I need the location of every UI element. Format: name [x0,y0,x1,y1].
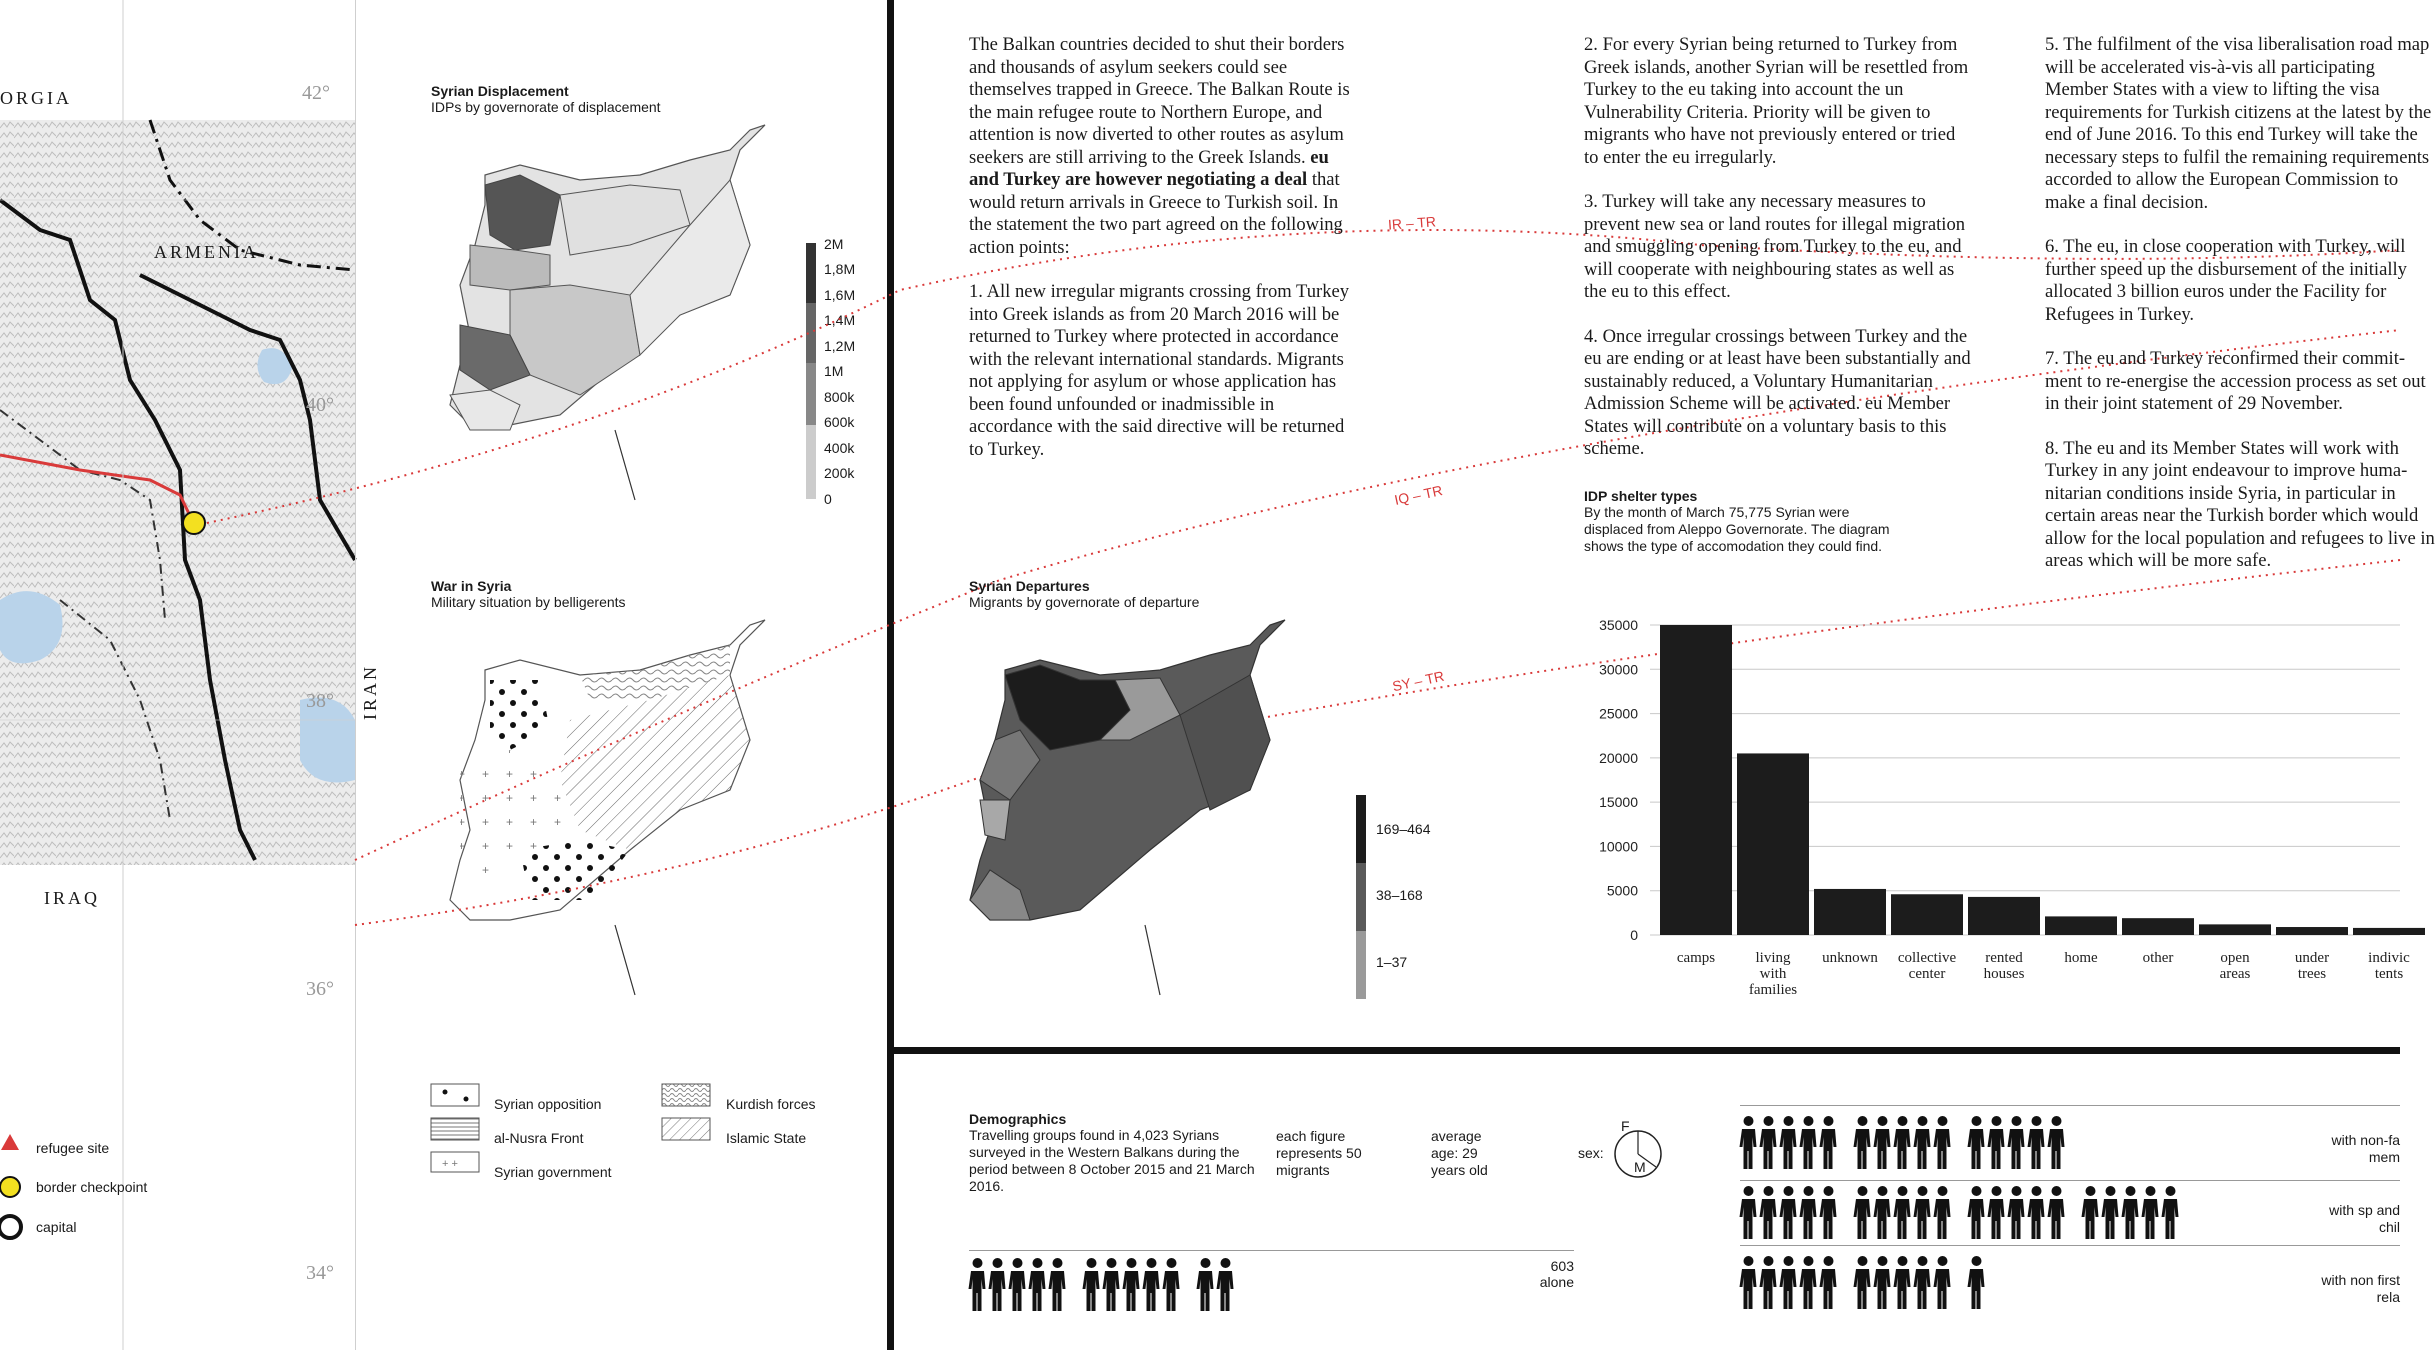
chart-x-label: home [2064,950,2098,966]
article-intro-rest: that would return arrivals in Greece to Turkish soil. In the statement the two part agreed on the following action points: [969,169,1343,258]
person-icon [1914,1185,1931,1241]
demographics-sex-label: sex: [1578,1145,1604,1161]
displacement-map-subtitle: IDPs by governorate of displacement [431,99,661,115]
person-icon [2028,1185,2045,1241]
latitude-34: 34° [306,1262,334,1284]
article-point-2: 2. For every Syrian being returned to Turkey from Greek islands, another Syrian will be resettled from Turkey to the eu taking into account the un Vulnerability Criteria. Priority will be given to migrants who have not previously entered or tried to enter the eu irregularly. [1584,34,1969,168]
person-icon [1820,1185,1837,1241]
person-icon [1197,1257,1214,1313]
war-map-title: War in Syria [431,578,512,594]
route-label-sy-tr: SY – TR [1390,667,1446,695]
chart-x-label: houses [1983,966,2025,982]
chart-bar [1891,894,1963,935]
displacement-scale-label: 2M [824,236,844,252]
person-icon [1029,1257,1046,1313]
chart-bar [2045,916,2117,935]
person-icon [1914,1255,1931,1311]
chart-bar [1814,889,1886,935]
person-icon [1740,1185,1757,1241]
chart-y-tick: 30000 [1599,661,1638,678]
shelter-chart-svg [1565,615,2410,1015]
legend-syrian-government: Syrian government [494,1164,612,1180]
chart-y-tick: 10000 [1599,838,1638,855]
alone-label: alone [1539,1274,1574,1290]
chart-x-label: living [1755,950,1791,966]
chart-x-label: other [2142,950,2174,966]
chart-x-label: center [1908,966,1946,982]
chart-y-tick: 5000 [1606,882,1638,899]
chart-bar [2199,924,2271,935]
sex-male-label: M [1634,1159,1646,1175]
person-icon [2162,1185,2179,1241]
departures-scale-low: 1–37 [1376,954,1408,970]
person-icon [1854,1255,1871,1311]
svg-text:+ +: + + [442,1158,458,1170]
chart-x-label: camps [1676,950,1716,966]
article-column-3 [2045,34,2435,594]
departures-scale-mid: 38–168 [1376,887,1423,903]
person-icon [1894,1255,1911,1311]
departures-map-title: Syrian Departures [969,578,1090,594]
article-point-7: 7. The eu and Turkey reconfirmed their commitment to re-energise the accession process as set out in their joint statement of 29 November. [2045,348,2426,414]
person-icon [1740,1255,1757,1311]
person-icon [1760,1185,1777,1241]
displacement-map-title: Syrian Displacement [431,83,569,99]
demographics-rule-alone [969,1250,1574,1251]
person-icon [1934,1185,1951,1241]
chart-x-label: rented [1985,950,2023,966]
group-figures-row [1740,1115,2300,1175]
shelter-description: By the month of March 75,775 Syrian were displaced from Aleppo Governorate. The diagram shows the type of accomodation they could find. [1584,504,1890,554]
chart-x-label: families [1748,982,1798,998]
article-point-3: 3. Turkey will take any necessary measures to prevent new sea or land routes for illegal migration and smuggling opening from Turkey to the eu, and will cooperate with neighbouring states as well as the eu to this effect. [1584,191,1966,302]
country-label-georgia: ORGIA [0,88,72,108]
legend-islamic-state: Islamic State [726,1130,807,1146]
displacement-scale-label: 600k [824,414,855,430]
person-icon [1780,1255,1797,1311]
chart-bar [2122,918,2194,935]
legend-syrian-opposition: Syrian opposition [494,1096,602,1112]
group-label: with sp and chil [2329,1202,2400,1235]
person-icon [1800,1255,1817,1311]
person-icon [2122,1185,2139,1241]
person-icon [1103,1257,1120,1313]
chart-y-tick: 15000 [1599,794,1638,811]
latitude-36: 36° [306,978,334,1000]
article-intro-text: The Balkan countries decided to shut their borders and thousands of asylum seekers could see themselves trapped in Greece. The Balkan Route is the main refugee route to Northern Europe, and attention is now diverted to other routes as asylum seekers are still arriving to the Greek Islands. [969,34,1350,168]
departures-map-subtitle: Migrants by governorate of departure [969,594,1200,610]
sex-female-label: F [1621,1118,1630,1134]
alone-figures [969,1257,1369,1317]
shelter-chart [1565,615,2410,1015]
displacement-scale-label: 1,2M [824,338,856,354]
chart-x-label: areas [2219,966,2251,982]
chart-x-label: collective [1897,950,1957,966]
person-icon [1854,1185,1871,1241]
chart-bar [2353,928,2425,935]
person-icon [1968,1185,1985,1241]
person-icon [1009,1257,1026,1313]
person-icon [969,1257,986,1313]
displacement-scale-label: 800k [824,389,855,405]
person-icon [1820,1255,1837,1311]
demographics-rule-3 [1740,1245,2400,1246]
legend-capital: capital [36,1219,77,1235]
route-label-ir-tr: IR – TR [1387,213,1437,233]
displacement-scale-label: 1,4M [824,312,856,328]
person-icon [1049,1257,1066,1313]
person-icon [2048,1185,2065,1241]
article-column-2 [1584,34,1974,483]
displacement-scale-label: 1M [824,363,844,379]
person-icon [1780,1115,1797,1171]
chart-x-label: indivic [2368,950,2410,966]
person-icon [1874,1185,1891,1241]
legend-al-nusra: al-Nusra Front [494,1130,584,1146]
person-icon [2102,1185,2119,1241]
route-label-iq-tr: IQ – TR [1392,482,1444,508]
demographics-rule-2 [1740,1180,2400,1181]
person-icon [2082,1185,2099,1241]
person-icon [1163,1257,1180,1313]
latitude-38: 38° [306,690,334,712]
legend-kurdish-forces: Kurdish forces [726,1096,816,1112]
displacement-scale-label: 1,8M [824,261,856,277]
country-label-iran: IRAN [360,664,380,720]
person-icon [2028,1115,2045,1171]
person-icon [1914,1115,1931,1171]
demographics-block [969,1111,1259,1195]
country-label-armenia: ARMENIA [154,242,259,262]
demographics-figure-note: each figure represents 50 migrants [1276,1128,1362,1178]
group-label: with non-fa mem [2331,1132,2400,1165]
group-label: with non first rela [2321,1272,2400,1305]
war-map-subtitle: Military situation by belligerents [431,594,626,610]
chart-x-label: unknown [1822,950,1878,966]
article-point-1: 1. All new irregular migrants crossing from Turkey into Greek islands as from 20 March 2016 will be returned to Turkey where protected in accordance with the relevant international standards. Migrants not applying for asylum or whose application has been found unfounded or inadmissible in accordance with the said directive will be returned to Turkey. [969,281,1350,460]
departures-map [950,620,1410,1020]
displacement-scale-label: 200k [824,465,855,481]
article-column-1 [969,34,1359,483]
chart-y-tick: 0 [1630,927,1638,943]
article-point-6: 6. The eu, in close cooperation with Turkey, will further speed up the disbursement of the initially allocated 3 billion euros under the Facility for Refugees in Turkey. [2045,236,2407,325]
person-icon [2008,1185,2025,1241]
person-icon [1217,1257,1234,1313]
chart-x-label: open [2220,950,2250,966]
person-icon [1123,1257,1140,1313]
person-icon [1894,1185,1911,1241]
shelter-header [1584,488,1904,555]
chart-bar [1968,897,2040,935]
displacement-scale-label: 1,6M [824,287,856,303]
article-intro-bold: eu and Turkey are however negotiating a deal [969,146,1329,190]
person-icon [1968,1255,1985,1311]
person-icon [2048,1115,2065,1171]
article-point-8: 8. The eu and its Member States will work with Turkey in any joint endeavour to improve humanitarian conditions inside Syria, in particular in certain areas near the Turkish border which would allow for the local population and refugees to live in areas which will be more safe. [2045,437,2435,571]
displacement-scale-label: 400k [824,440,855,456]
person-icon [1740,1115,1757,1171]
person-icon [1968,1115,1985,1171]
person-icon [1874,1115,1891,1171]
article-intro [969,34,1359,259]
displacement-scale-label: 0 [824,491,832,507]
person-icon [1934,1115,1951,1171]
country-label-iraq: IRAQ [44,888,100,908]
demographics-title: Demographics [969,1111,1067,1127]
person-icon [1083,1257,1100,1313]
group-figures-row [1740,1185,2300,1245]
person-icon [1934,1255,1951,1311]
chart-x-label: trees [2297,966,2327,982]
chart-x-label: tents [2374,966,2404,982]
chart-bar [1737,753,1809,935]
chart-y-tick: 25000 [1599,705,1638,722]
chart-x-label: under [2294,950,2330,966]
person-icon [1800,1185,1817,1241]
person-icon [1820,1115,1837,1171]
demographics-age-note: average age: 29 years old [1431,1128,1488,1178]
chart-x-label: with [1759,966,1787,982]
person-icon [1780,1185,1797,1241]
person-icon [1894,1115,1911,1171]
person-icon [1988,1115,2005,1171]
demographics-description: Travelling groups found in 4,023 Syrians surveyed in the Western Balkans during the period between 8 October 2015 and 21 March 2016. [969,1127,1255,1194]
legend-refugee-site: refugee site [36,1140,110,1156]
departures-title [969,578,1199,611]
legend-border-checkpoint: border checkpoint [36,1179,148,1195]
person-icon [2008,1115,2025,1171]
departures-scale-high: 169–464 [1376,821,1431,837]
person-icon [1874,1255,1891,1311]
person-icon [1760,1255,1777,1311]
group-figures-row [1740,1255,2300,1315]
person-icon [989,1257,1006,1313]
person-icon [1988,1185,2005,1241]
person-icon [1143,1257,1160,1313]
alone-count: 603 [1550,1258,1574,1274]
chart-bar [1660,625,1732,935]
person-icon [2142,1185,2159,1241]
chart-y-tick: 20000 [1599,749,1638,766]
article-point-4: 4. Once irregular crossings between Turkey and the eu are ending or at least have been substantially and sustainably reduced, a Voluntary Humanitarian Admission Scheme will be activated. eu Member States will contribute on a voluntary basis to this scheme. [1584,325,1971,459]
person-icon [1800,1115,1817,1171]
demographics-rule-1 [1740,1105,2400,1106]
chart-y-tick: 35000 [1599,617,1638,633]
person-icon [1854,1115,1871,1171]
article-point-5: 5. The fulfilment of the visa liberalisation road map will be accelerated vis-à-vis all participating Member States with a view to lifting the visa requirements for Turkish citizens at the latest by the end of June 2016. To this end Turkey will take the necessary steps to fulfil the remaining requirements accorded to allow the European Commission to make a final decision. [2045,34,2432,213]
person-icon [1760,1115,1777,1171]
latitude-40: 40° [306,394,334,416]
chart-bar [2276,927,2348,935]
shelter-title: IDP shelter types [1584,488,1698,504]
latitude-42: 42° [302,82,330,104]
